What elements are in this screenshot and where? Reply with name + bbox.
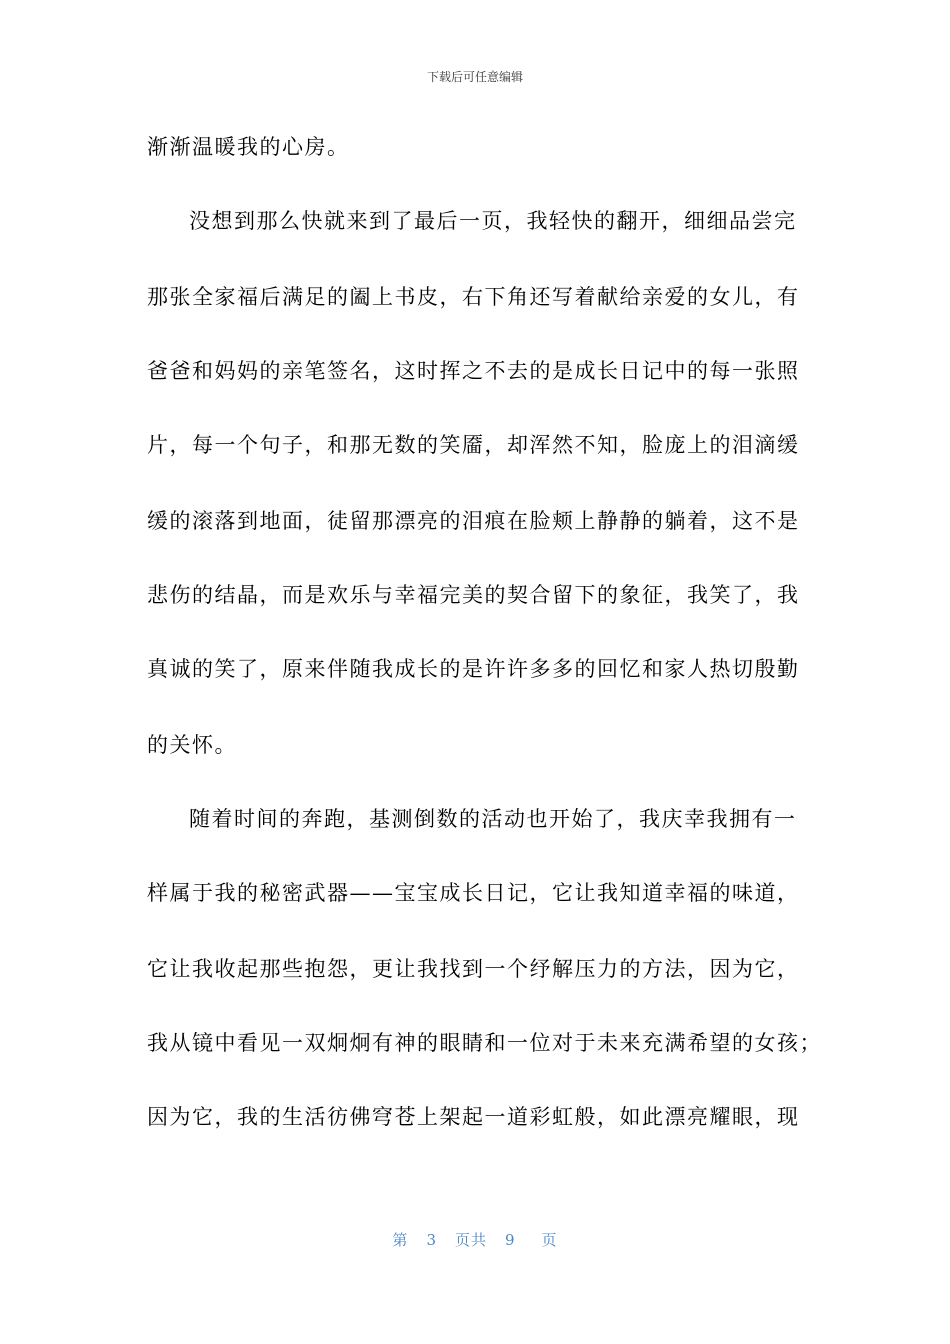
text-line: 样属于我的秘密武器——宝宝成长日记，它让我知道幸福的味道，: [147, 881, 800, 905]
text-line: 我从镜中看见一双炯炯有神的眼睛和一位对于未来充满希望的女孩；: [147, 1031, 822, 1055]
total-pages-number: 9: [505, 1231, 516, 1249]
text-line: 悲伤的结晶，而是欢乐与幸福完美的契合留下的象征，我笑了，我: [147, 583, 800, 607]
footer-middle: 页共: [454, 1231, 487, 1249]
text-line: 那张全家福后满足的阖上书皮，右下角还写着献给亲爱的女儿，有: [147, 285, 800, 309]
footer-prefix: 第: [392, 1231, 409, 1249]
text-line: 真诚的笑了，原来伴随我成长的是许许多多的回忆和家人热切殷勤: [147, 657, 800, 681]
text-line: 它让我收起那些抱怨，更让我找到一个纾解压力的方法，因为它，: [147, 957, 800, 981]
text-line: 爸爸和妈妈的亲笔签名，这时挥之不去的是成长日记中的每一张照: [147, 359, 800, 383]
text-line: 没想到那么快就来到了最后一页，我轻快的翻开，细细品尝完: [189, 209, 797, 233]
text-line: 渐渐温暖我的心房。: [147, 135, 350, 159]
page-footer: [0, 1229, 950, 1250]
text-line: 缓的滚落到地面，徒留那漂亮的泪痕在脸颊上静静的躺着，这不是: [147, 509, 800, 533]
text-line: 片，每一个句子，和那无数的笑靥，却浑然不知，脸庞上的泪滴缓: [147, 433, 800, 457]
text-line: 的关怀。: [147, 733, 237, 757]
text-line: 因为它，我的生活彷佛穹苍上架起一道彩虹般，如此漂亮耀眼，现: [147, 1105, 800, 1129]
current-page-number: 3: [426, 1231, 437, 1249]
header-note: 下载后可任意编辑: [426, 70, 523, 84]
text-line: 随着时间的奔跑，基测倒数的活动也开始了，我庆幸我拥有一: [189, 807, 797, 831]
footer-suffix: 页: [541, 1231, 558, 1249]
